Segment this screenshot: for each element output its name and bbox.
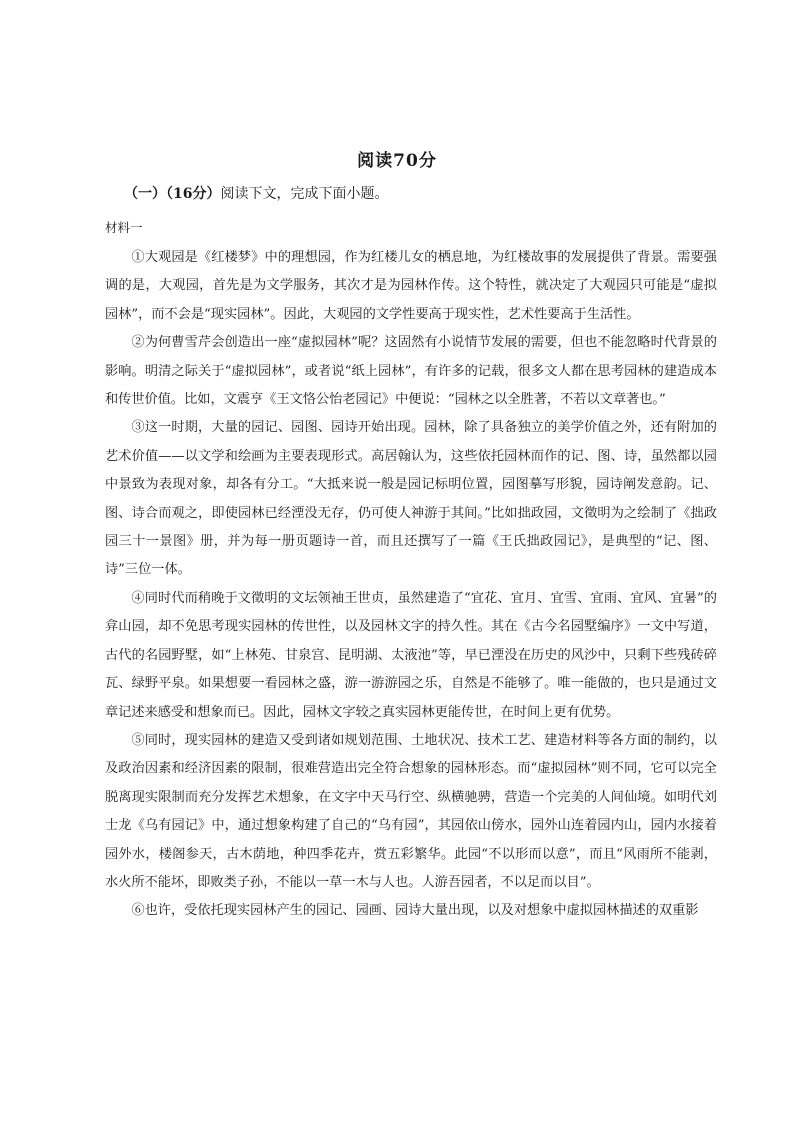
paragraph-5: ⑤同时，现实园林的建造又受到诸如规划范围、土地状况、技术工艺、建造材料等各方面的制约，以及政治因素和经济因素的限制，很难营造出完全符合想象的园林形态。而“虚拟园林”则不同，它可以完全脱离现实限制而充分发挥艺术想象，在文字中天马行空、纵横驰骋，营造一个完美的人间仙境。如明代刘士龙《乌有园记》中，通过想象构建了自己的“乌有园”，其园依山傍水，园外山连着园内山，园内水接着园外水，楼阁参天，古木荫地，种四季花卉，赏五彩繁华。此园“不以形而以意”，而且“风雨所不能剥，水火所不能坏，即败类子孙，不能以一草一木与人也。人游吾园者，不以足而以目”。 (105, 732, 717, 890)
section-heading (124, 183, 388, 203)
paragraph-1: ①大观园是《红楼梦》中的理想园，作为红楼儿女的栖息地，为红楼故事的发展提供了背景。需要强调的是，大观园，首先是为文学服务，其次才是为园林作传。这个特性，就决定了大观园只可能是“虚拟园林”，而不会是“现实园林”。因此，大观园的文学性要高于现实性，艺术性要高于生活性。 (105, 250, 717, 322)
paragraph-4: ④同时代而稍晚于文徵明的文坛领袖王世贞，虽然建造了“宜花、宜月、宜雪、宜雨、宜风、宜暑”的弇山园，却不免思考现实园林的传世性，以及园林文字的持久性。其在《古今名园墅编序》一文中写道，古代的名园野墅，如“上林苑、甘泉宫、昆明湖、太液池”等，早已湮没在历史的风沙中，只剩下些残砖碎瓦、绿野平泉。如果想要一看园林之盛，游一游游园之乐，自然是不能够了。唯一能做的，也只是通过文章记述来感受和想象而已。因此，园林文字较之真实园林更能传世，在时间上更有优势。 (105, 590, 717, 720)
paragraph-3: ③这一时期，大量的园记、园图、园诗开始出现。园林，除了具备独立的美学价值之外，还有附加的艺术价值——以文学和绘画为主要表现形式。高居翰认为，这些依托园林而作的记、图、诗，虽然都以园中景致为表现对象，却各有分工。“大抵来说一般是园记标明位置，园图摹写形貌，园诗阐发意韵。记、图、诗合而观之，即使园林已经湮没无存，仍可使人神游于其间。”比如拙政园，文徵明为之绘制了《拙政园三十一景图》册，并为每一册页题诗一首，而且还撰写了一篇《王氏拙政园记》，是典型的“记、图、诗”三位一体。 (105, 420, 717, 578)
section-heading-instruction: 阅读下文，完成下面小题。 (220, 186, 389, 202)
paragraph-6: ⑥也许，受依托现实园林产生的园记、园画、园诗大量出现，以及对想象中虚拟园林描述的双重影 (131, 903, 699, 919)
page-title: 阅读70分 (357, 151, 437, 171)
article-body (105, 244, 717, 926)
material-label: 材料一 (105, 220, 143, 235)
section-heading-number: （一）（16分） (124, 186, 221, 202)
paragraph-2: ②为何曹雪芹会创造出一座“虚拟园林”呢？这固然有小说情节发展的需要，但也不能忽略时代背景的影响。明清之际关于“虚拟园林”，或者说“纸上园林”，有许多的记载，很多文人都在思考园林的建造成本和传世价值。比如，文震亨《王文恪公怡老园记》中便说：“园林之以全胜著，不若以文章著也。” (105, 335, 717, 408)
